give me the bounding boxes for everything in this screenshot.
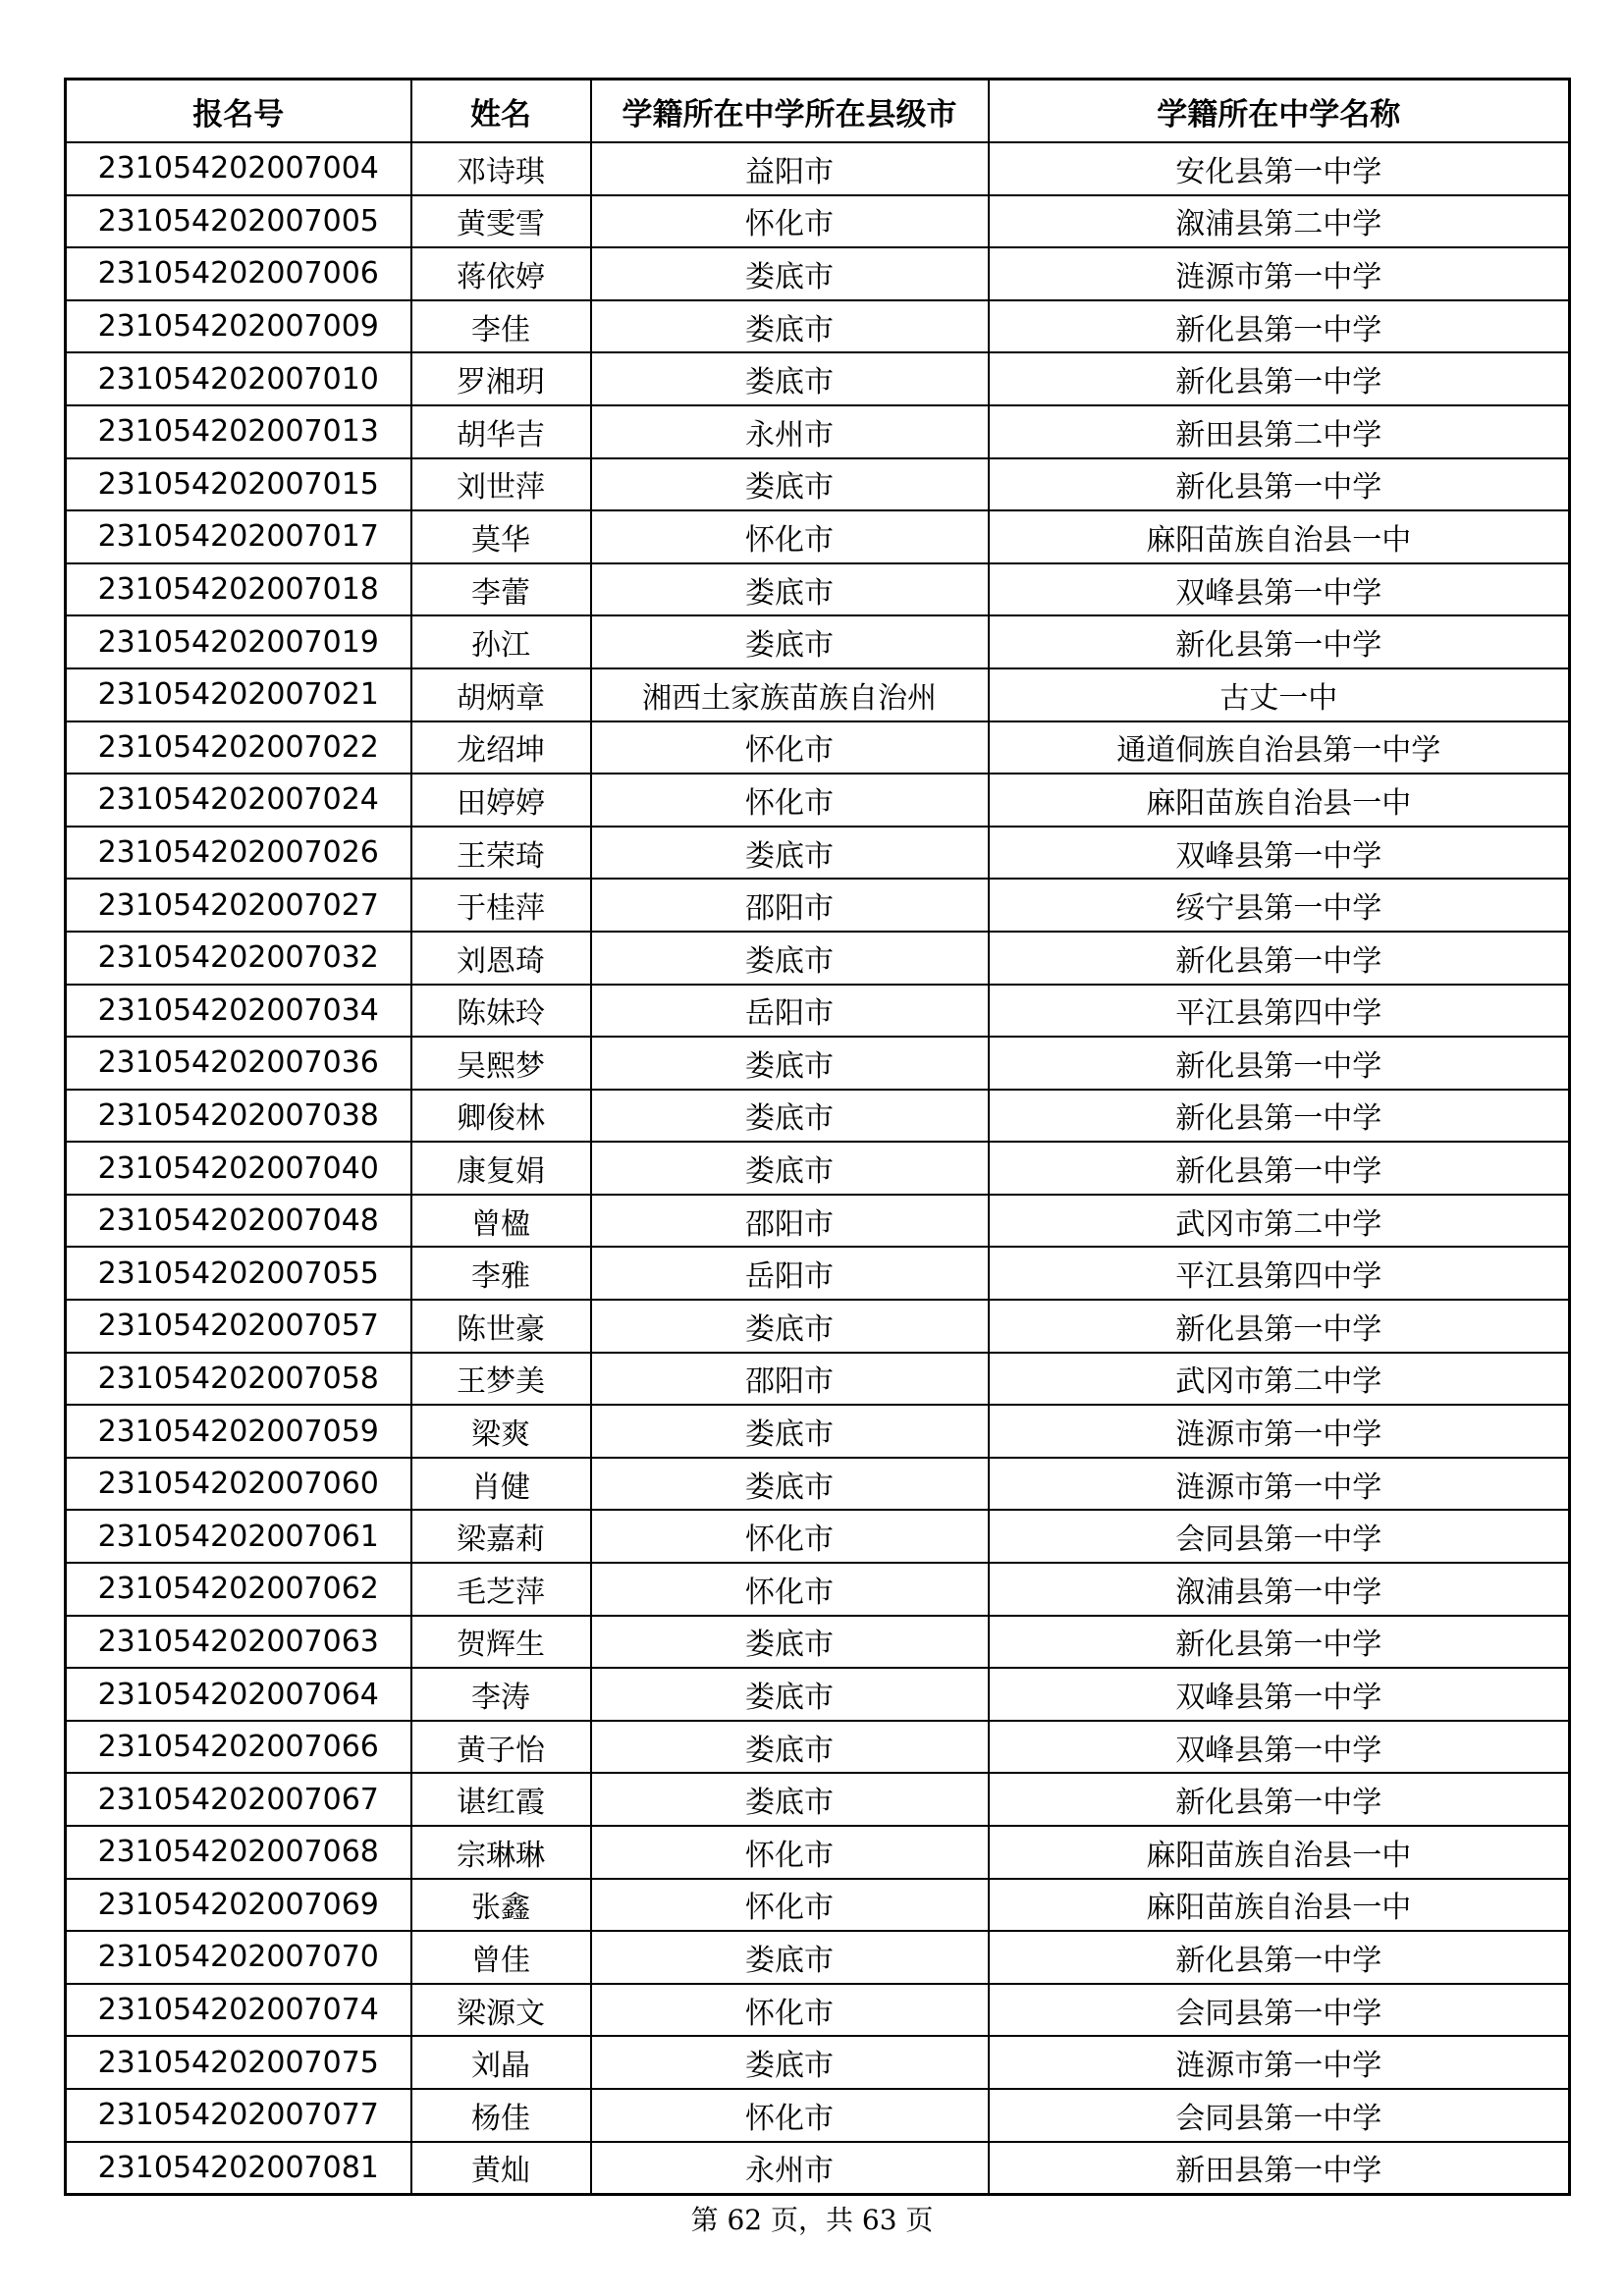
cell-school-city: 娄底市 — [591, 247, 989, 300]
cell-school-city: 娄底市 — [591, 1616, 989, 1669]
cell-school-name: 绥宁县第一中学 — [989, 879, 1570, 932]
table-row — [66, 1931, 1570, 1984]
cell-name: 邓诗琪 — [411, 142, 591, 195]
table-row — [66, 668, 1570, 721]
table-row — [66, 2089, 1570, 2142]
cell-school-city: 娄底市 — [591, 300, 989, 353]
cell-school-city: 娄底市 — [591, 563, 989, 616]
table-row — [66, 1616, 1570, 1669]
cell-name: 龙绍坤 — [411, 721, 591, 774]
cell-school-city: 娄底市 — [591, 1458, 989, 1511]
cell-registration-number: 231054202007064 — [66, 1668, 411, 1721]
cell-school-name: 古丈一中 — [989, 668, 1570, 721]
header-registration-number: 报名号 — [66, 80, 411, 143]
table-row — [66, 1563, 1570, 1616]
cell-school-name: 溆浦县第一中学 — [989, 1563, 1570, 1616]
table-row — [66, 247, 1570, 300]
header-name: 姓名 — [411, 80, 591, 143]
header-school-name: 学籍所在中学名称 — [989, 80, 1570, 143]
cell-school-city: 永州市 — [591, 405, 989, 458]
cell-school-name: 麻阳苗族自治县一中 — [989, 774, 1570, 827]
table-row — [66, 879, 1570, 932]
cell-school-city: 怀化市 — [591, 510, 989, 563]
cell-school-city: 娄底市 — [591, 1300, 989, 1353]
cell-school-city: 怀化市 — [591, 1879, 989, 1932]
cell-registration-number: 231054202007032 — [66, 932, 411, 985]
cell-school-city: 怀化市 — [591, 1510, 989, 1563]
cell-school-name: 武冈市第二中学 — [989, 1195, 1570, 1248]
cell-school-name: 涟源市第一中学 — [989, 1458, 1570, 1511]
cell-school-name: 新化县第一中学 — [989, 300, 1570, 353]
table-row — [66, 142, 1570, 195]
table-row — [66, 774, 1570, 827]
cell-name: 梁源文 — [411, 1984, 591, 2037]
header-school-city: 学籍所在中学所在县级市 — [591, 80, 989, 143]
cell-school-city: 娄底市 — [591, 458, 989, 511]
table-row — [66, 985, 1570, 1038]
table-row — [66, 1984, 1570, 2037]
cell-registration-number: 231054202007059 — [66, 1405, 411, 1458]
cell-school-name: 通道侗族自治县第一中学 — [989, 721, 1570, 774]
cell-school-city: 娄底市 — [591, 1931, 989, 1984]
cell-registration-number: 231054202007062 — [66, 1563, 411, 1616]
cell-school-name: 武冈市第二中学 — [989, 1353, 1570, 1406]
cell-registration-number: 231054202007018 — [66, 563, 411, 616]
cell-name: 张鑫 — [411, 1879, 591, 1932]
cell-name: 李佳 — [411, 300, 591, 353]
cell-school-city: 娄底市 — [591, 1773, 989, 1826]
cell-registration-number: 231054202007009 — [66, 300, 411, 353]
cell-school-city: 怀化市 — [591, 1826, 989, 1879]
cell-name: 胡华吉 — [411, 405, 591, 458]
cell-school-city: 岳阳市 — [591, 1247, 989, 1300]
cell-school-city: 娄底市 — [591, 1405, 989, 1458]
cell-name: 曾佳 — [411, 1931, 591, 1984]
cell-name: 刘世萍 — [411, 458, 591, 511]
cell-school-name: 平江县第四中学 — [989, 1247, 1570, 1300]
cell-school-city: 邵阳市 — [591, 1353, 989, 1406]
cell-school-name: 双峰县第一中学 — [989, 827, 1570, 880]
cell-school-city: 怀化市 — [591, 2089, 989, 2142]
cell-registration-number: 231054202007058 — [66, 1353, 411, 1406]
table-header-row — [66, 80, 1570, 143]
cell-name: 李涛 — [411, 1668, 591, 1721]
table-row — [66, 1405, 1570, 1458]
cell-registration-number: 231054202007055 — [66, 1247, 411, 1300]
cell-school-name: 新化县第一中学 — [989, 615, 1570, 668]
table-row — [66, 352, 1570, 405]
cell-school-city: 娄底市 — [591, 932, 989, 985]
cell-school-name: 新化县第一中学 — [989, 1037, 1570, 1090]
cell-school-city: 永州市 — [591, 2142, 989, 2195]
cell-registration-number: 231054202007034 — [66, 985, 411, 1038]
table-row — [66, 1195, 1570, 1248]
cell-registration-number: 231054202007019 — [66, 615, 411, 668]
table-row — [66, 932, 1570, 985]
cell-school-name: 溆浦县第二中学 — [989, 195, 1570, 248]
cell-registration-number: 231054202007074 — [66, 1984, 411, 2037]
table-row — [66, 1300, 1570, 1353]
roster-table — [64, 78, 1571, 2196]
cell-registration-number: 231054202007013 — [66, 405, 411, 458]
table-row — [66, 2142, 1570, 2195]
table-row — [66, 1142, 1570, 1195]
cell-name: 梁嘉莉 — [411, 1510, 591, 1563]
cell-registration-number: 231054202007040 — [66, 1142, 411, 1195]
cell-name: 胡炳章 — [411, 668, 591, 721]
cell-school-city: 娄底市 — [591, 1037, 989, 1090]
cell-name: 谌红霞 — [411, 1773, 591, 1826]
cell-school-name: 涟源市第一中学 — [989, 247, 1570, 300]
cell-school-city: 娄底市 — [591, 1142, 989, 1195]
cell-name: 刘恩琦 — [411, 932, 591, 985]
table-row — [66, 1773, 1570, 1826]
cell-name: 黄雯雪 — [411, 195, 591, 248]
cell-school-name: 新化县第一中学 — [989, 1616, 1570, 1669]
cell-name: 陈世豪 — [411, 1300, 591, 1353]
table-row — [66, 458, 1570, 511]
cell-registration-number: 231054202007066 — [66, 1721, 411, 1774]
cell-school-name: 新化县第一中学 — [989, 1931, 1570, 1984]
table-row — [66, 1510, 1570, 1563]
cell-registration-number: 231054202007061 — [66, 1510, 411, 1563]
cell-name: 李蕾 — [411, 563, 591, 616]
cell-name: 黄子怡 — [411, 1721, 591, 1774]
cell-registration-number: 231054202007048 — [66, 1195, 411, 1248]
cell-registration-number: 231054202007010 — [66, 352, 411, 405]
table-row — [66, 563, 1570, 616]
cell-name: 贺辉生 — [411, 1616, 591, 1669]
cell-registration-number: 231054202007036 — [66, 1037, 411, 1090]
table-body — [66, 142, 1570, 2195]
cell-school-name: 新化县第一中学 — [989, 1300, 1570, 1353]
cell-registration-number: 231054202007038 — [66, 1090, 411, 1143]
table-row — [66, 2036, 1570, 2089]
cell-school-name: 新田县第一中学 — [989, 2142, 1570, 2195]
table-row — [66, 721, 1570, 774]
roster-sheet — [64, 78, 1568, 2196]
cell-name: 王梦美 — [411, 1353, 591, 1406]
cell-school-city: 娄底市 — [591, 1668, 989, 1721]
cell-school-city: 娄底市 — [591, 827, 989, 880]
cell-registration-number: 231054202007063 — [66, 1616, 411, 1669]
cell-registration-number: 231054202007006 — [66, 247, 411, 300]
cell-school-city: 怀化市 — [591, 1984, 989, 2037]
cell-school-city: 怀化市 — [591, 721, 989, 774]
cell-name: 孙江 — [411, 615, 591, 668]
cell-name: 康复娟 — [411, 1142, 591, 1195]
table-row — [66, 405, 1570, 458]
cell-school-name: 新化县第一中学 — [989, 458, 1570, 511]
cell-school-city: 娄底市 — [591, 1090, 989, 1143]
cell-school-name: 会同县第一中学 — [989, 1510, 1570, 1563]
cell-school-name: 麻阳苗族自治县一中 — [989, 510, 1570, 563]
cell-school-name: 新化县第一中学 — [989, 1142, 1570, 1195]
cell-school-name: 麻阳苗族自治县一中 — [989, 1826, 1570, 1879]
cell-school-name: 会同县第一中学 — [989, 1984, 1570, 2037]
cell-registration-number: 231054202007060 — [66, 1458, 411, 1511]
cell-school-name: 双峰县第一中学 — [989, 1721, 1570, 1774]
cell-school-city: 娄底市 — [591, 352, 989, 405]
cell-school-name: 双峰县第一中学 — [989, 1668, 1570, 1721]
cell-name: 于桂萍 — [411, 879, 591, 932]
cell-registration-number: 231054202007057 — [66, 1300, 411, 1353]
cell-name: 罗湘玥 — [411, 352, 591, 405]
cell-school-name: 新化县第一中学 — [989, 1773, 1570, 1826]
cell-registration-number: 231054202007077 — [66, 2089, 411, 2142]
cell-registration-number: 231054202007024 — [66, 774, 411, 827]
table-row — [66, 1090, 1570, 1143]
table-row — [66, 1826, 1570, 1879]
cell-school-city: 怀化市 — [591, 1563, 989, 1616]
cell-registration-number: 231054202007026 — [66, 827, 411, 880]
table-row — [66, 1879, 1570, 1932]
cell-name: 蒋依婷 — [411, 247, 591, 300]
cell-name: 莫华 — [411, 510, 591, 563]
cell-school-city: 邵阳市 — [591, 879, 989, 932]
table-row — [66, 300, 1570, 353]
cell-registration-number: 231054202007022 — [66, 721, 411, 774]
cell-name: 宗琳琳 — [411, 1826, 591, 1879]
cell-school-city: 娄底市 — [591, 2036, 989, 2089]
table-row — [66, 195, 1570, 248]
cell-name: 陈妹玲 — [411, 985, 591, 1038]
cell-school-city: 怀化市 — [591, 774, 989, 827]
cell-school-city: 益阳市 — [591, 142, 989, 195]
cell-school-name: 涟源市第一中学 — [989, 2036, 1570, 2089]
cell-school-city: 娄底市 — [591, 615, 989, 668]
table-row — [66, 615, 1570, 668]
cell-school-city: 怀化市 — [591, 195, 989, 248]
cell-school-name: 安化县第一中学 — [989, 142, 1570, 195]
table-row — [66, 1668, 1570, 1721]
cell-school-name: 新田县第二中学 — [989, 405, 1570, 458]
cell-registration-number: 231054202007067 — [66, 1773, 411, 1826]
cell-registration-number: 231054202007021 — [66, 668, 411, 721]
cell-school-name: 平江县第四中学 — [989, 985, 1570, 1038]
cell-name: 曾楹 — [411, 1195, 591, 1248]
page-number-footer: 第 62 页，共 63 页 — [690, 2204, 934, 2236]
cell-registration-number: 231054202007005 — [66, 195, 411, 248]
table-row — [66, 1353, 1570, 1406]
cell-name: 王荣琦 — [411, 827, 591, 880]
cell-name: 黄灿 — [411, 2142, 591, 2195]
cell-school-name: 新化县第一中学 — [989, 1090, 1570, 1143]
cell-registration-number: 231054202007027 — [66, 879, 411, 932]
cell-registration-number: 231054202007081 — [66, 2142, 411, 2195]
cell-school-name: 会同县第一中学 — [989, 2089, 1570, 2142]
cell-school-city: 岳阳市 — [591, 985, 989, 1038]
cell-name: 卿俊林 — [411, 1090, 591, 1143]
cell-school-name: 新化县第一中学 — [989, 352, 1570, 405]
cell-registration-number: 231054202007017 — [66, 510, 411, 563]
cell-school-city: 湘西土家族苗族自治州 — [591, 668, 989, 721]
cell-registration-number: 231054202007069 — [66, 1879, 411, 1932]
cell-school-name: 麻阳苗族自治县一中 — [989, 1879, 1570, 1932]
cell-registration-number: 231054202007075 — [66, 2036, 411, 2089]
table-row — [66, 1721, 1570, 1774]
cell-school-city: 娄底市 — [591, 1721, 989, 1774]
cell-registration-number: 231054202007070 — [66, 1931, 411, 1984]
table-row — [66, 1037, 1570, 1090]
cell-name: 李雅 — [411, 1247, 591, 1300]
cell-school-name: 双峰县第一中学 — [989, 563, 1570, 616]
cell-name: 刘晶 — [411, 2036, 591, 2089]
cell-school-name: 新化县第一中学 — [989, 932, 1570, 985]
cell-name: 杨佳 — [411, 2089, 591, 2142]
cell-name: 肖健 — [411, 1458, 591, 1511]
cell-name: 梁爽 — [411, 1405, 591, 1458]
table-row — [66, 1247, 1570, 1300]
cell-registration-number: 231054202007068 — [66, 1826, 411, 1879]
cell-school-name: 涟源市第一中学 — [989, 1405, 1570, 1458]
cell-school-city: 邵阳市 — [591, 1195, 989, 1248]
cell-name: 毛芝萍 — [411, 1563, 591, 1616]
cell-registration-number: 231054202007015 — [66, 458, 411, 511]
table-row — [66, 510, 1570, 563]
table-row — [66, 1458, 1570, 1511]
table-row — [66, 827, 1570, 880]
cell-name: 吴熙梦 — [411, 1037, 591, 1090]
cell-registration-number: 231054202007004 — [66, 142, 411, 195]
cell-name: 田婷婷 — [411, 774, 591, 827]
